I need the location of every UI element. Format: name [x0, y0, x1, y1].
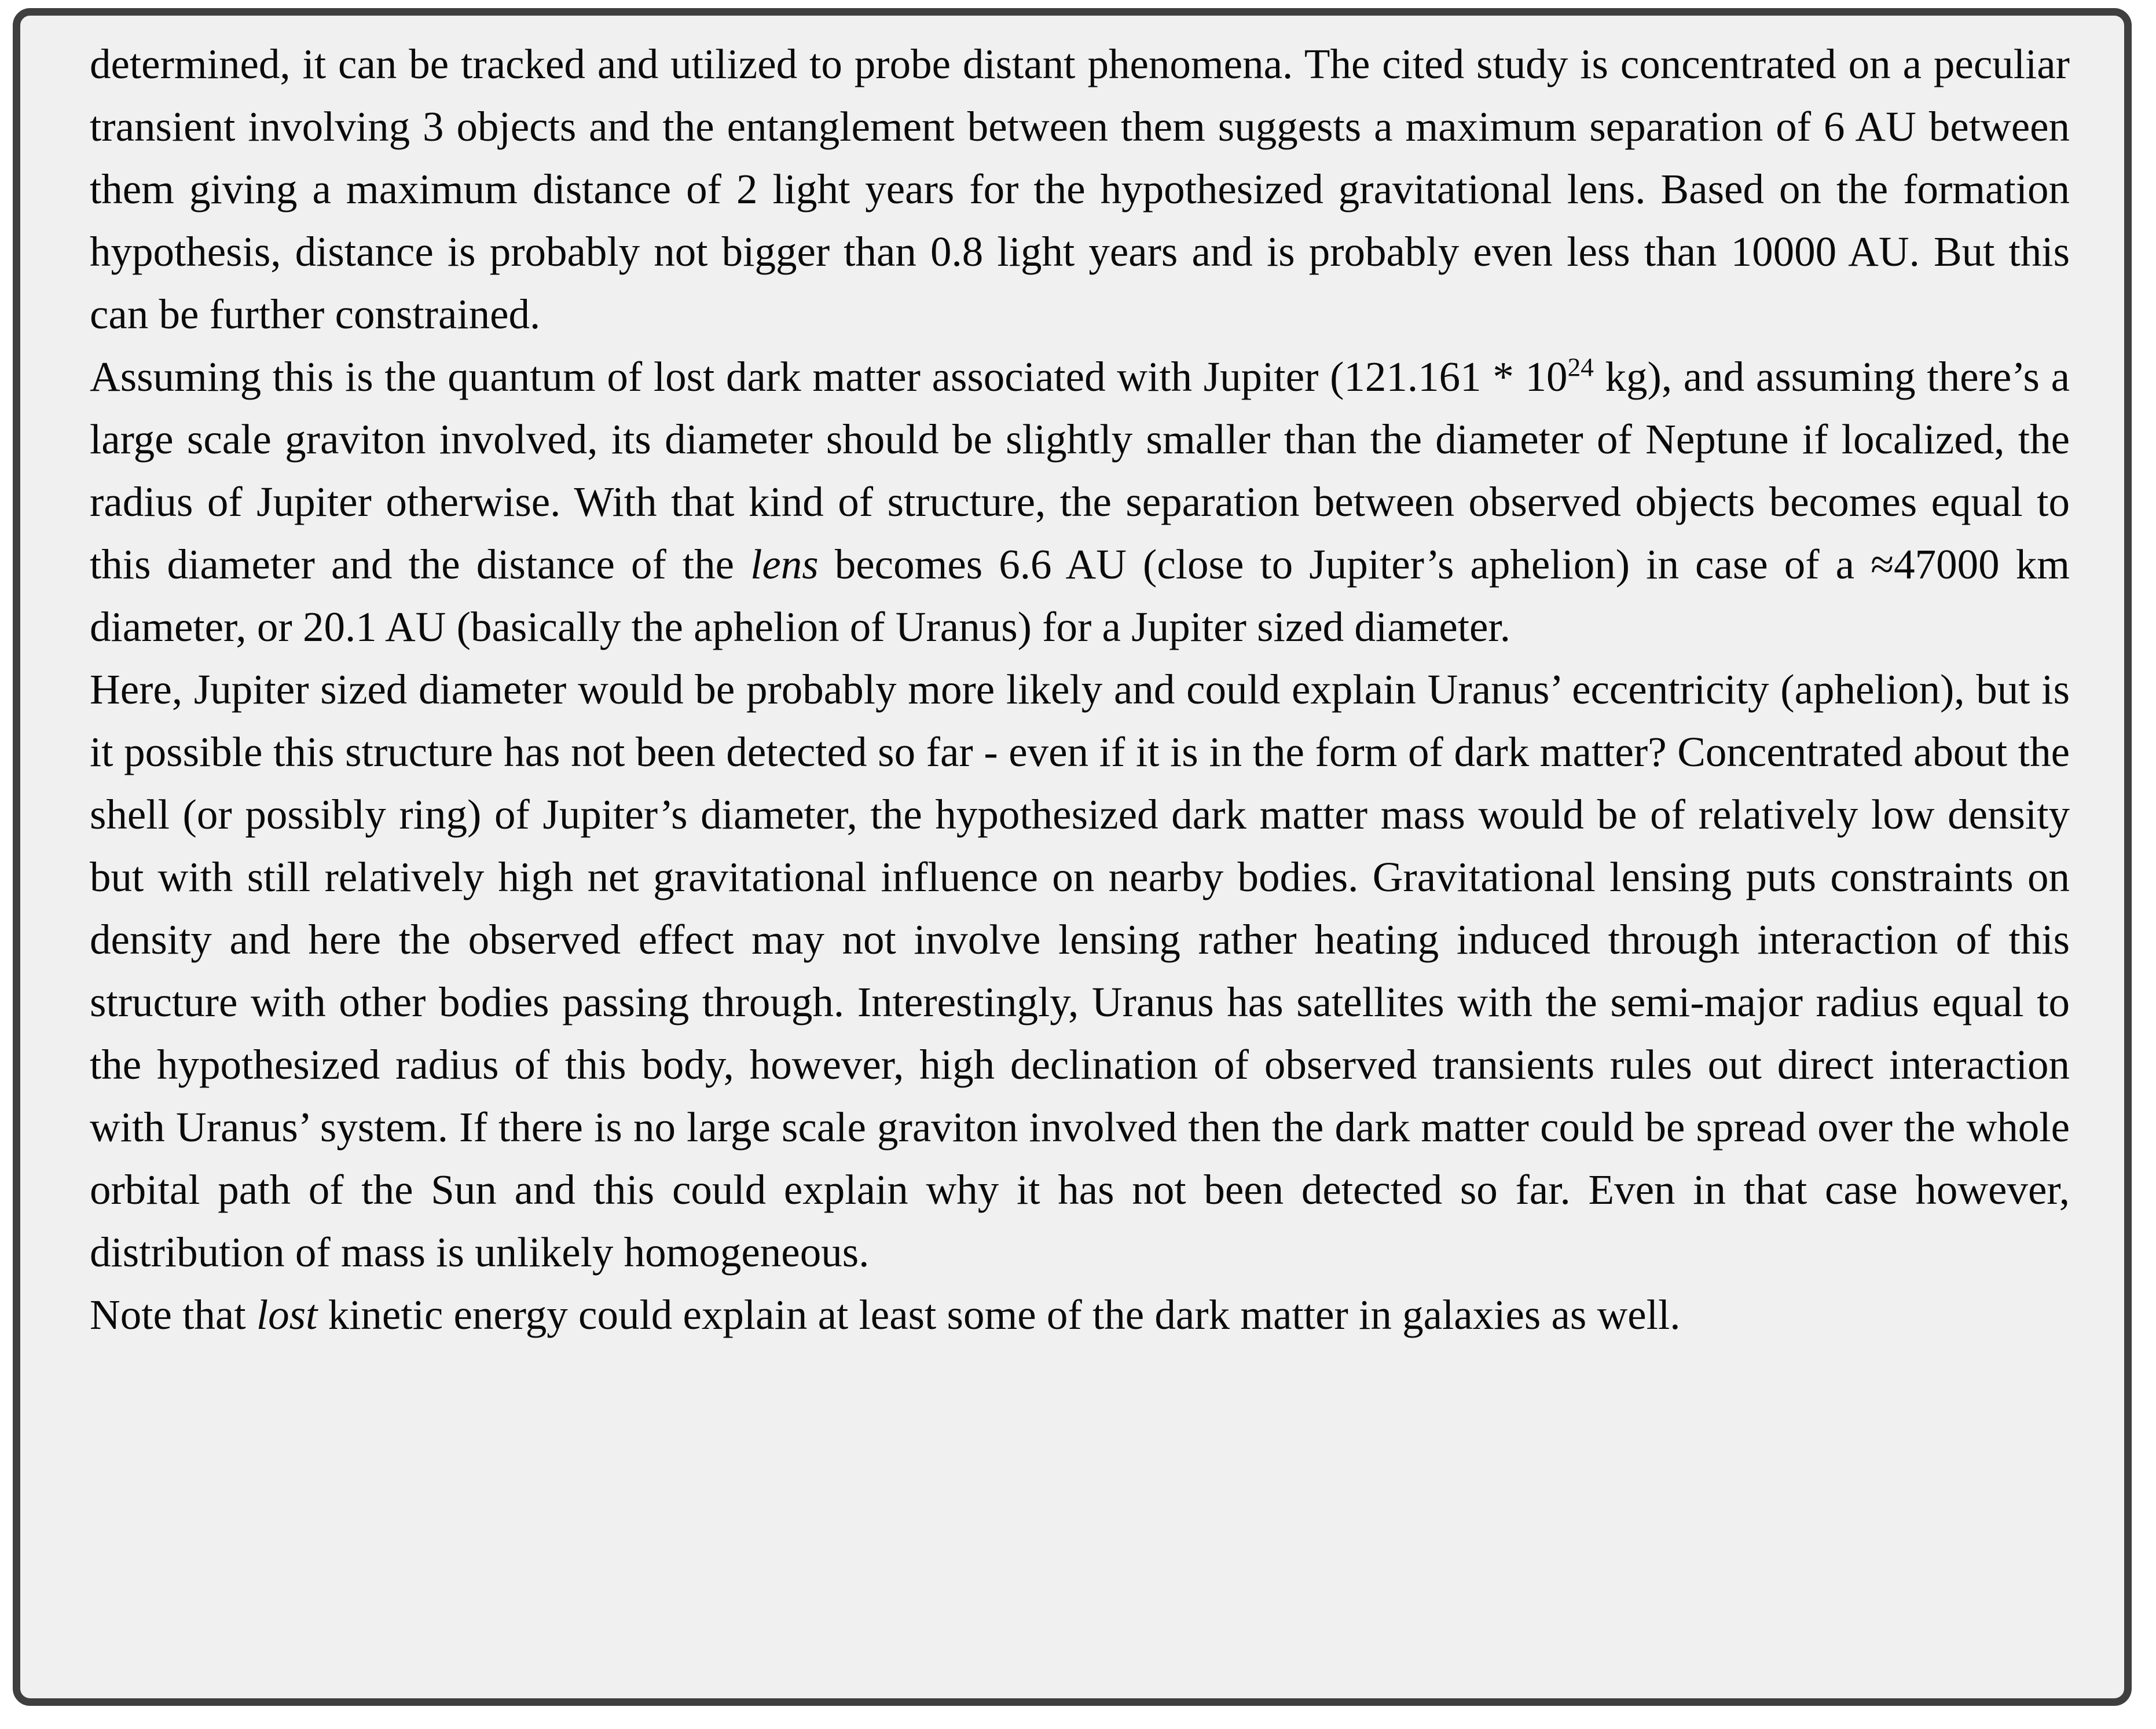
- paragraph-3: Here, Jupiter sized diameter would be probably more likely and could explain Uranus’ eccentricity (aphelion), but is it possible this structure has not been detected so far - even if it is in the form of dark matter? Concentrated about the shell (or possibly ring) of Jupiter’s diameter, the hypothesized dark matter mass would be of relatively low density but with still relatively high net gravitational influence on nearby bodies. Gravitational lensing puts constraints on density and here the observed effect may not involve lensing rather heating induced through interaction of this structure with other bodies passing through. Interestingly, Uranus has satellites with the semi-major radius equal to the hypothesized radius of this body, however, high declination of observed transients rules out direct interaction with Uranus’ system. If there is no large scale graviton involved then the dark matter could be spread over the whole orbital path of the Sun and this could explain why it has not been detected so far. Even in that case however, distribution of mass is unlikely homogeneous.: [90, 666, 2070, 1276]
- emphasized-word: lost: [256, 1291, 318, 1338]
- paragraph-4: Note that lost kinetic energy could explain at least some of the dark matter in galaxies as well.: [90, 1291, 1681, 1338]
- document-text-body: [90, 33, 2070, 1346]
- paragraph-1: determined, it can be tracked and utilized to probe distant phenomena. The cited study is concentrated on a peculiar transient involving 3 objects and the entanglement between them suggests a maximum separation of 6 AU between them giving a maximum distance of 2 light years for the hypothesized gravitational lens. Based on the formation hypothesis, distance is probably not bigger than 0.8 light years and is probably even less than 10000 AU. But this can be further constrained.: [90, 41, 2070, 338]
- document-page-frame: [13, 8, 2132, 1706]
- exponent-superscript: 24: [1567, 353, 1594, 382]
- paragraph-2: Assuming this is the quantum of lost dark matter associated with Jupiter ($121.161 * 10^{24}$ kg), and assuming there’s a large scale graviton involved, its diameter should be slightly smaller than the diameter of Neptune if localized, the radius of Jupiter otherwise. With that kind of structure, the separation between observed objects becomes equal to this diameter and the distance of the lens becomes 6.6 AU (close to Jupiter’s aphelion) in case of a ≈47000 km diameter, or 20.1 AU (basically the aphelion of Uranus) for a Jupiter sized diameter.: [90, 353, 2070, 650]
- emphasized-word: lens: [750, 541, 819, 588]
